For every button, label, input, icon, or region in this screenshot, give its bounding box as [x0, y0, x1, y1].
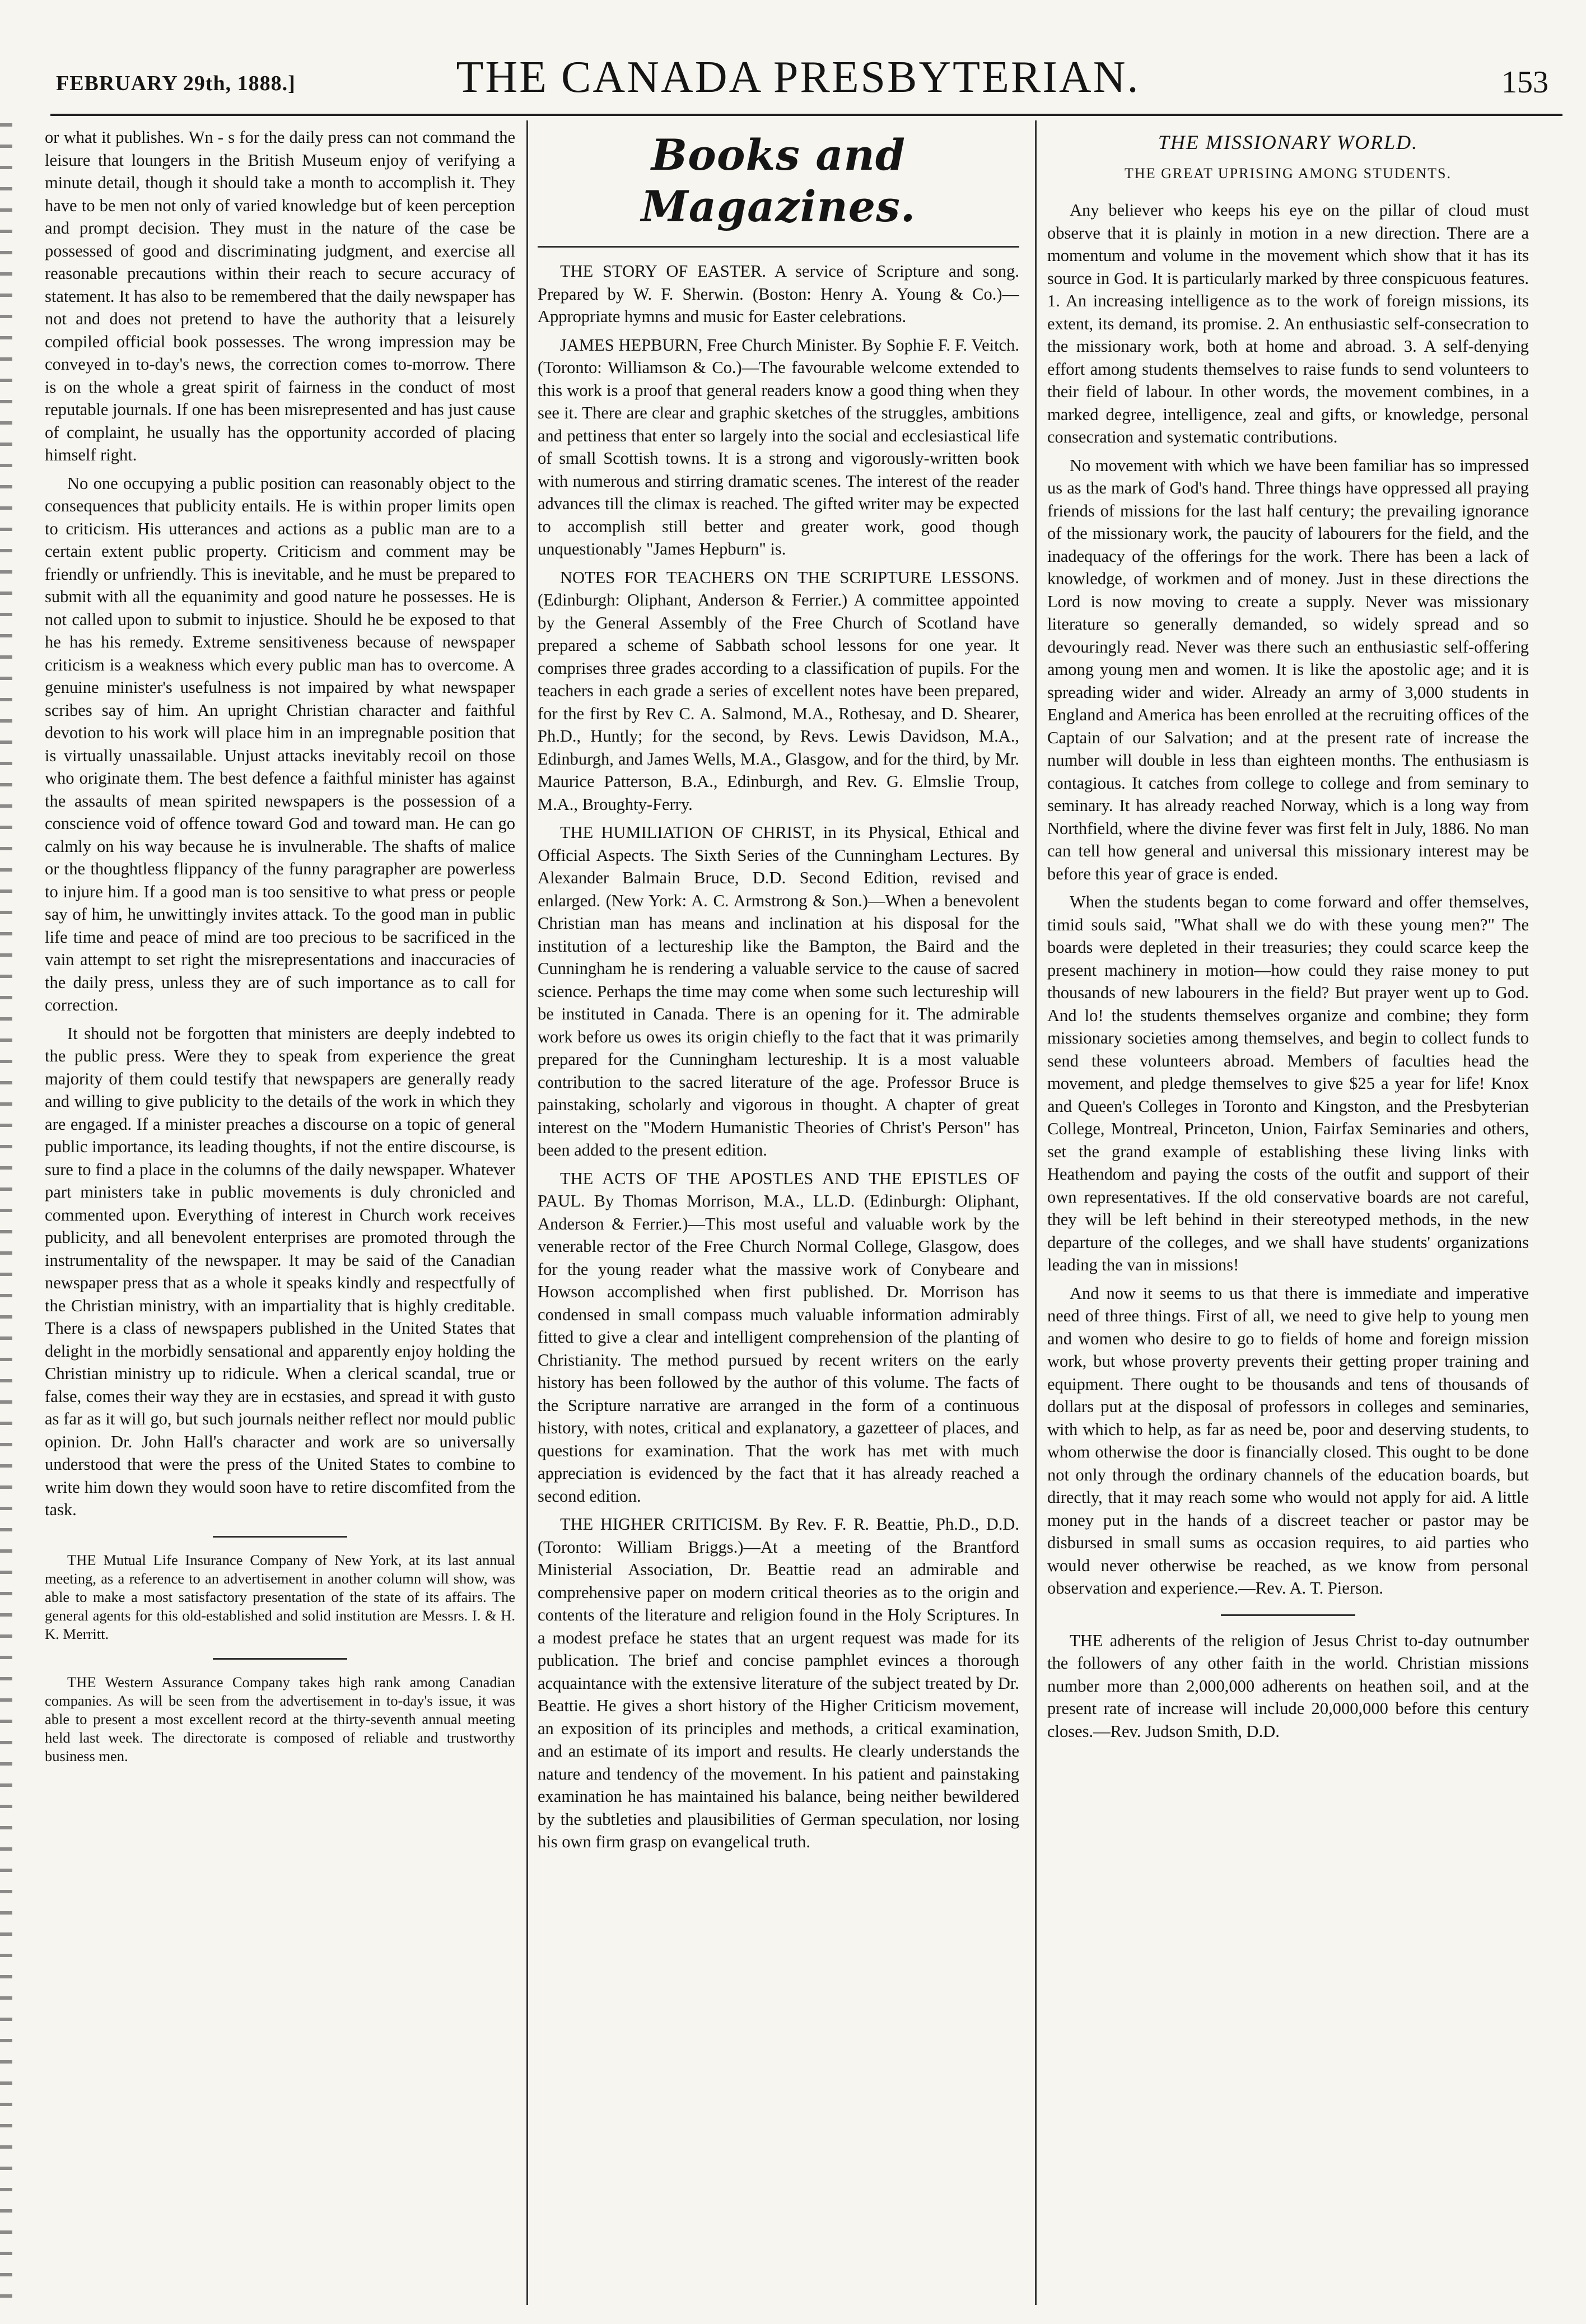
article-paragraph: or what it publishes. Wn - s for the daily press can not command the leisure that loungers in the British Museum enjoy of verifying a minute detail, though it should take a month to accomplish it. They have to be men not only of varied knowledge but of keen perception and prompt decision. They must in the nature of the case be possessed of good and discriminating judgment, and exercise all reasonable precautions within their reach to secure accuracy of statement. It has also to be remembered that the daily newspaper has not and does not pretend to have the authority that a leisurely compiled official book possesses. The wrong impression may be conveyed in to-day's news, the correction comes to-morrow. There is on the whole a great spirit of fairness in the conduct of most reputable journals. If one has been misrepresented and has just cause of complaint, he usually has the opportunity accorded of placing himself right.: [45, 128, 515, 464]
column-3: [1047, 126, 1529, 2299]
section-rule: [538, 246, 1019, 248]
article-paragraph: Any believer who keeps his eye on the pillar of cloud must observe that it is plainly in motion in a new direction. There are a momentum and volume in the movement which show that it has its source in God. It is particularly marked by three conspicuous features. 1. An increasing intelligence as to the work of foreign missions, its extent, its demand, its promise. 2. An enthusiastic self-consecration to the missionary work, both at home and abroad. 3. A self-denying effort among students themselves to raise funds to send volunteers to their field of labour. In other words, the movement combines, in a marked degree, intelligence, zeal and gifts, or knowledge, personal consecration and systematic contributions.: [1047, 201, 1529, 446]
notice-paragraph: THE Mutual Life Insurance Company of New York, at its last annual meeting, as a reference to an advertisement in another column will show, was able to make a most satisfactory presentation of the state of its affairs. The general agents for this old-established and solid institution are Messrs. I. & H. K. Merritt.: [45, 1551, 515, 1642]
review-entry: THE ACTS OF THE APOSTLES AND THE EPISTLES OF PAUL. By Thomas Morrison, M.A., LL.D. (Edinburgh: Oliphant, Anderson & Ferrier.)—This most useful and valuable work by the venerable rector of the Free Church Normal College, Glasgow, does for the young reader what the massive work of Conybeare and Howson accomplished when first published. Dr. Morrison has condensed in small compass much valuable information admirably fitted to give a clear and intelligent comprehension of the planting of Christianity. The method pursued by recent writers on the early history has been followed by the author of this volume. The facts of the Scripture narrative are arranged in the form of a continuous history, with notes, critical and explanatory, a gazetteer of places, and questions for examination. That the work has met with much appreciation is evidenced by the fact that it has already reached a second edition.: [538, 1168, 1019, 1506]
section-rule: [213, 1658, 347, 1660]
section-rule: [213, 1536, 347, 1538]
review-entry: THE HUMILIATION OF CHRIST, in its Physical, Ethical and Official Aspects. The Sixth Series of the Cunningham Lectures. By Alexander Balmain Bruce, D.D. Second Edition, revised and enlarged. (New York: A. C. Armstrong & Son.)—When a benevolent Christian man has means and inclination at his disposal for the institution of a lectureship like the Bampton, the Baird and the Cunningham he is rendering a valuable service to the cause of sacred science. Perhaps the time may come when some such lectureship will be instituted in Canada. There is an opening for it. The admirable work before us owes its origin chiefly to the fact that it was primarily prepared for the Cunningham lectureship. It is a most valuable contribution to the sacred literature of the age. Professor Bruce is painstaking, scholarly and vigorous in thought. A chapter of great interest on the "Modern Humanistic Theories of Christ's Person" has been added to the present edition.: [538, 823, 1019, 1159]
article-paragraph: When the students began to come forward and offer themselves, timid souls said, "What shall we do with these young men?" The boards were depleted in their treasuries; they could scarce keep the present machinery in motion—how could they raise money to put thousands of new labourers in the field? But prayer went up to God. And lo! the students themselves organize and combine; they form missionary societies among themselves, and begin to collect funds to send these volunteers abroad. Members of faculties head the movement, and pledge themselves to give $25 a year for life! Knox and Queen's Colleges in Toronto and Kingston, and the Presbyterian College, Montreal, Princeton, Union, Fairfax Seminaries and others, set the grand example of establishing these living links with Heathendom and paying the costs of the outfit and support of their own representatives. If the old conservative boards are not careful, they will be left behind in their stereotyped methods, in the new departure of the colleges, and we shall have students' organizations leading the van in missions!: [1047, 892, 1529, 1274]
closing-paragraph: THE adherents of the religion of Jesus Christ to-day outnumber the followers of any other faith in the world. Christian missions number more than 2,000,000 adherents on heathen soil, and at the present rate of increase will include 20,000,000 before this century closes.—Rev. Judson Smith, D.D.: [1047, 1631, 1529, 1741]
issue-date: FEBRUARY 29th, 1888.]: [56, 72, 296, 95]
article-paragraph: And now it seems to us that there is immediate and imperative need of three things. First of all, we need to give help to young men and women who desire to go to fields of home and foreign mission work, but whose proverty prevents their getting proper training and equipment. There ought to be thousands and tens of thousands of dollars put at the disposal of professors in colleges and seminaries, with which to help, as far as need be, poor and deserving students, to whom otherwise the door is financially closed. This ought to be done not only through the ordinary channels of the education boards, but directly, that it may reach some who would not apply for aid. A little money put in the hands of a discreet teacher or pastor may be disbursed in small sums as occasion requires, to aid parties who would never otherwise be reached, as we know from personal observation and experience.—Rev. A. T. Pierson.: [1047, 1283, 1529, 1598]
header-rule: [50, 114, 1562, 116]
article-subheading: THE GREAT UPRISING AMONG STUDENTS.: [1125, 165, 1452, 181]
article-paragraph: No one occupying a public position can reasonably object to the consequences that publicity entails. He is within proper limits open to criticism. His utterances and actions as a public man are to a certain extent public property. Criticism and comment may be friendly or unfriendly. This is inevitable, and he must be prepared to submit with all the equanimity and good nature he possesses. He is not called upon to submit to injustice. Should he be exposed to that he has his remedy. Extreme sensitiveness because of newspaper criticism is a weakness which every public man has to overcome. A genuine minister's usefulness is not impaired by what newspaper scribes say of him. An upright Christian character and faithful devotion to his work will place him in an impregnable position that is virtually unassailable. Unjust attacks inevitably recoil on those who originate them. The best defence a faithful minister has against the assaults of mean spirited newspapers is the possession of a conscience void of offence toward God and toward man. He can go calmly on his way because he is invulnerable. The shafts of malice or the thoughtless flippancy of the funny paragrapher are powerless to injure him. If a good man is too sensitive to what press or people say of him, he unwittingly invites attack. To the good man in public life time and peace of mind are too precious to be sacrificed in the vain attempt to set right the misrepresentations and inaccuracies of the daily press, unless they are of such importance as to call for correction.: [45, 473, 515, 1014]
newspaper-title: THE CANADA PRESBYTERIAN.: [456, 53, 1140, 102]
page-number: 153: [1501, 65, 1548, 100]
section-heading: Books and Magazines.: [641, 130, 916, 231]
column-2: [538, 126, 1019, 2299]
article-paragraph: It should not be forgotten that ministers are deeply indebted to the public press. Were they to speak from experience the great majority of them could testify that newspapers are generally ready and willing to give publicity to the details of the work in which they are engaged. If a minister preaches a discourse on a topic of general public importance, its leading thoughts, if not the entire discourse, is sure to find a place in the columns of the daily newspaper. Whatever part ministers take in public movements is duly chronicled and commented upon. Everything of interest in Church work receives publicity, and all benevolent enterprises are promoted through the instrumentality of the newspaper. It may be said of the Canadian newspaper press that as a whole it speaks kindly and respectfully of the Christian ministry, with an impartiality that is highly creditable. There is a class of newspapers published in the United States that delight in the morbidly sensational and apparently enjoy holding the Christian ministry up to ridicule. When a clerical scandal, true or false, comes their way they are in ecstasies, and spread it with gusto as far as it will go, but such journals neither reflect nor mould public opinion. Dr. John Hall's character and work are so universally understood that were the press of the United States to combine to write him down they would soon have to retire discomfited from the task.: [45, 1023, 515, 1519]
page-header: [34, 48, 1562, 109]
column-divider: [526, 120, 528, 2305]
column-1: [45, 126, 515, 2299]
section-heading: THE MISSIONARY WORLD.: [1158, 131, 1419, 153]
review-entry: NOTES FOR TEACHERS ON THE SCRIPTURE LESSONS. (Edinburgh: Oliphant, Anderson & Ferrier.) A committee appointed by the General Assembly of the Free Church of Scotland have prepared a scheme of Sabbath school lessons for one year. It comprises three grades according to a classification of pupils. For the teachers in each grade a series of excellent notes have been prepared, for the first by Rev C. A. Salmond, M.A., Rothesay, and D. Shearer, Ph.D., Huntly; for the second, by Revs. Lewis Davidson, M.A., Edinburgh, and James Wells, M.A., Glasgow, and for the third, by Mr. Maurice Patterson, B.A., Edinburgh, and Rev. G. Elmslie Troup, M.A., Broughty-Ferry.: [538, 567, 1019, 814]
notice-paragraph: THE Western Assurance Company takes high rank among Canadian companies. As will be seen from the advertisement in to-day's issue, it was able to present a most excellent record at the thirty-seventh annual meeting held last week. The directorate is composed of reliable and trustworthy business men.: [45, 1673, 515, 1764]
review-entry: JAMES HEPBURN, Free Church Minister. By Sophie F. F. Veitch. (Toronto: Williamson & Co.)—The favourable welcome extended to this work is a proof that general readers know a good thing when they see it. There are clear and graphic sketches of the struggles, ambitions and pettiness that enter so largely into the social and ecclesiastical life of small Scottish towns. It is a strong and vigorously-written book with numerous and stirring dramatic scenes. The interest of the reader advances till the climax is reached. The gifted writer may be expected to accomplish still better and greater work, good though unquestionably "James Hepburn" is.: [538, 335, 1019, 558]
binding-edge: [0, 123, 12, 2308]
review-entry: THE STORY OF EASTER. A service of Scripture and song. Prepared by W. F. Sherwin. (Boston: Henry A. Young & Co.)—Appropriate hymns and music for Easter celebrations.: [538, 262, 1019, 326]
review-entry: THE HIGHER CRITICISM. By Rev. F. R. Beattie, Ph.D., D.D. (Toronto: William Briggs.)—At a meeting of the Brantford Ministerial Association, Dr. Beattie read an admirable and comprehensive paper on modern critical theories as to the origin and contents of the literature and religion found in the Holy Scriptures. In a modest preface he states that an urgent request was made for its publication. The brief and concise pamphlet evinces a thorough acquaintance with the extensive literature of the subject treated by Dr. Beattie. He gives a short history of the Higher Criticism movement, an exposition of its principles and methods, a critical examination, and an estimate of its import and results. He clearly understands the nature and tendency of the movement. In his patient and painstaking examination he has maintained his balance, being neither bewildered by the subtleties and plausibilities of German speculation, nor losing his own firm grasp on evangelical truth.: [538, 1515, 1019, 1851]
column-divider: [1035, 120, 1037, 2305]
section-rule: [1221, 1614, 1355, 1616]
article-paragraph: No movement with which we have been familiar has so impressed us as the mark of God's hand. Three things have oppressed all praying friends of missions for the last half century; the prevailing ignorance of the missionary work, the paucity of labourers for the field, and the inadequacy of the offerings for the work. There has been a lack of knowledge, of workmen and of money. Just in these directions the Lord is now moving to create a supply. Never was missionary literature so generally demanded, so widely spread and so devouringly read. Never was there such an enthusiastic self-offering among young men and women. It is like the apostolic age; and it is spreading wider and wider. Already an army of 3,000 students in England and America has been enrolled at the recruiting offices of the Captain of our Salvation; and at the present rate of increase the number will double in less than eighteen months. The enthusiasm is contagious. It catches from college to college and from seminary to seminary. It has already reached Norway, which is a long way from Northfield, where the divine fever was first felt in July, 1886. No man can tell how general and universal this missionary interest may be before this year of grace is ended.: [1047, 455, 1529, 883]
